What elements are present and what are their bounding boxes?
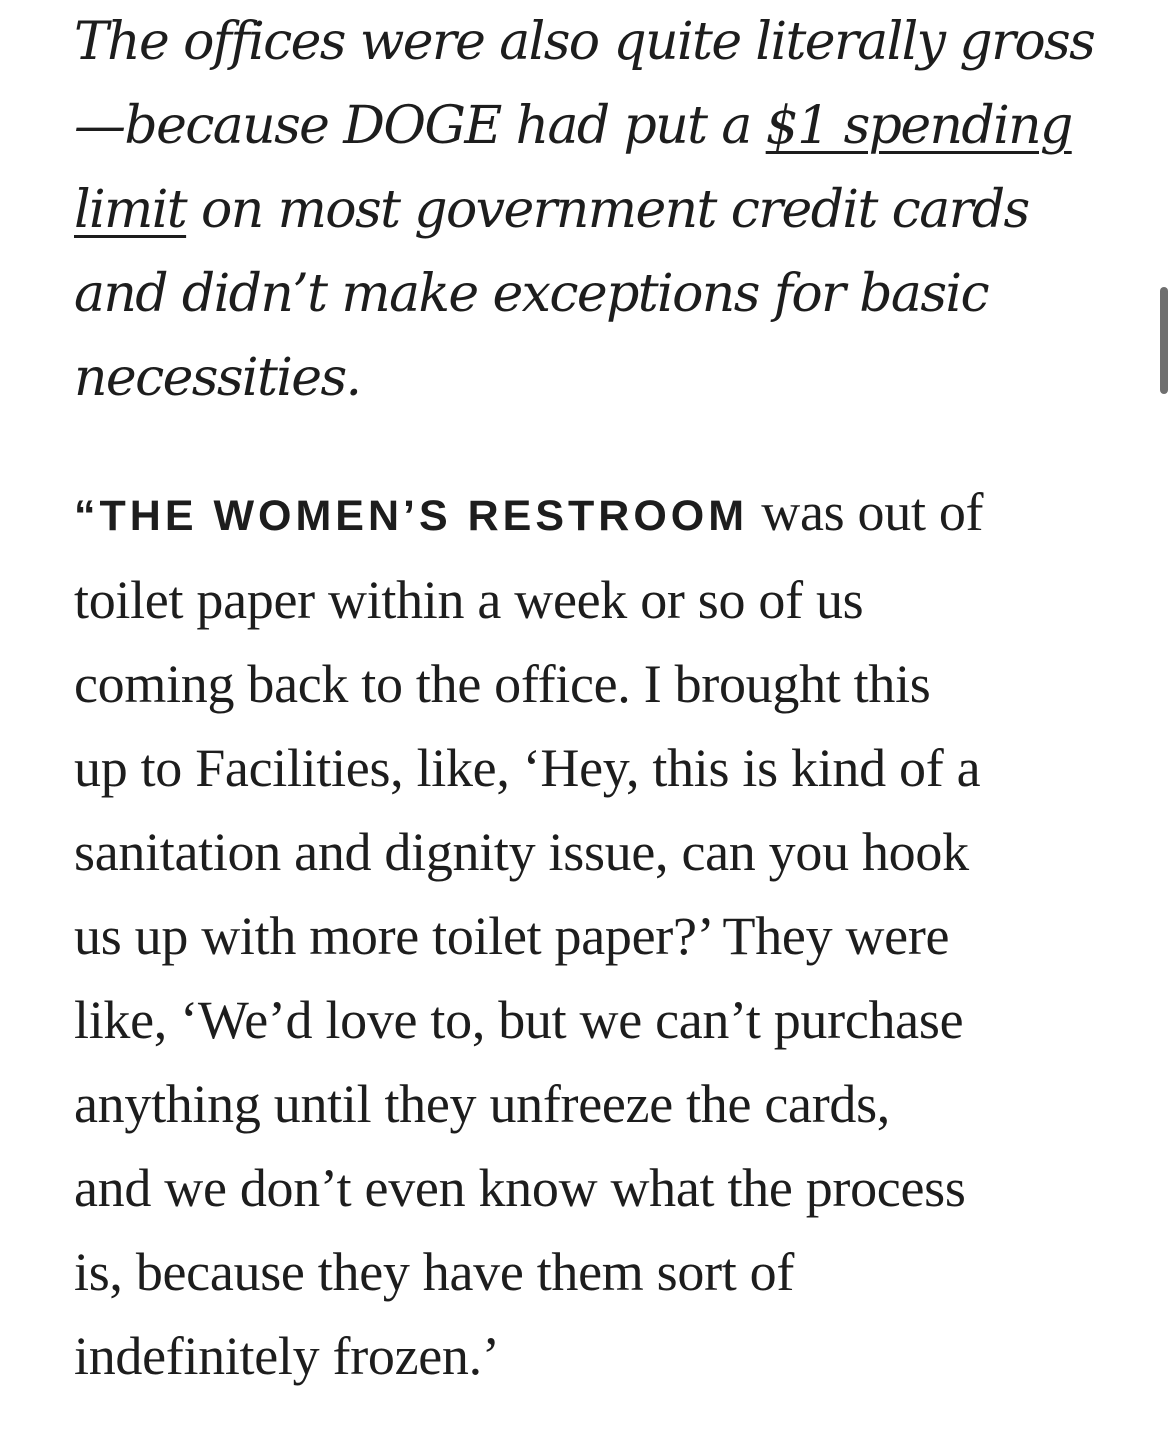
- spending-limit-link[interactable]: limit: [74, 180, 187, 240]
- intro-text: —because DOGE had put a: [74, 96, 766, 156]
- spending-limit-link[interactable]: $1 spending: [765, 96, 1072, 156]
- intro-line: and didn’t make exceptions for basic: [74, 264, 988, 324]
- intro-line: [74, 84, 1134, 168]
- quote-line: coming back to the office. I brought this: [74, 654, 931, 714]
- quote-line: and we don’t even know what the process: [74, 1158, 966, 1218]
- quote-line: like, ‘We’d love to, but we can’t purchase: [74, 990, 964, 1050]
- article-body: [74, 0, 1134, 1386]
- quote-line: is, because they have them sort of: [74, 1242, 795, 1302]
- quote-line: indefinitely frozen.’: [74, 1326, 500, 1386]
- quote-line: sanitation and dignity issue, can you hook: [74, 822, 969, 882]
- scrollbar-thumb[interactable]: [1160, 287, 1168, 394]
- intro-line: necessities.: [74, 348, 361, 408]
- intro-line: The offices were also quite literally gross: [74, 12, 1095, 72]
- quote-paragraph: [74, 470, 983, 1398]
- italic-intro-paragraph: [74, 0, 1134, 420]
- quote-line: anything until they unfreeze the cards,: [74, 1074, 890, 1134]
- intro-text: on most government credit cards: [186, 180, 1029, 240]
- quote-text: was out of: [748, 482, 984, 542]
- quote-line: toilet paper within a week or so of us: [74, 570, 864, 630]
- quote-line: [74, 470, 983, 558]
- lead-in-caps: “THE WOMEN’S RESTROOM: [74, 492, 749, 540]
- quote-line: up to Facilities, like, ‘Hey, this is kind of a: [74, 738, 981, 798]
- intro-line: [74, 168, 1134, 252]
- quote-line: us up with more toilet paper?’ They were: [74, 906, 950, 966]
